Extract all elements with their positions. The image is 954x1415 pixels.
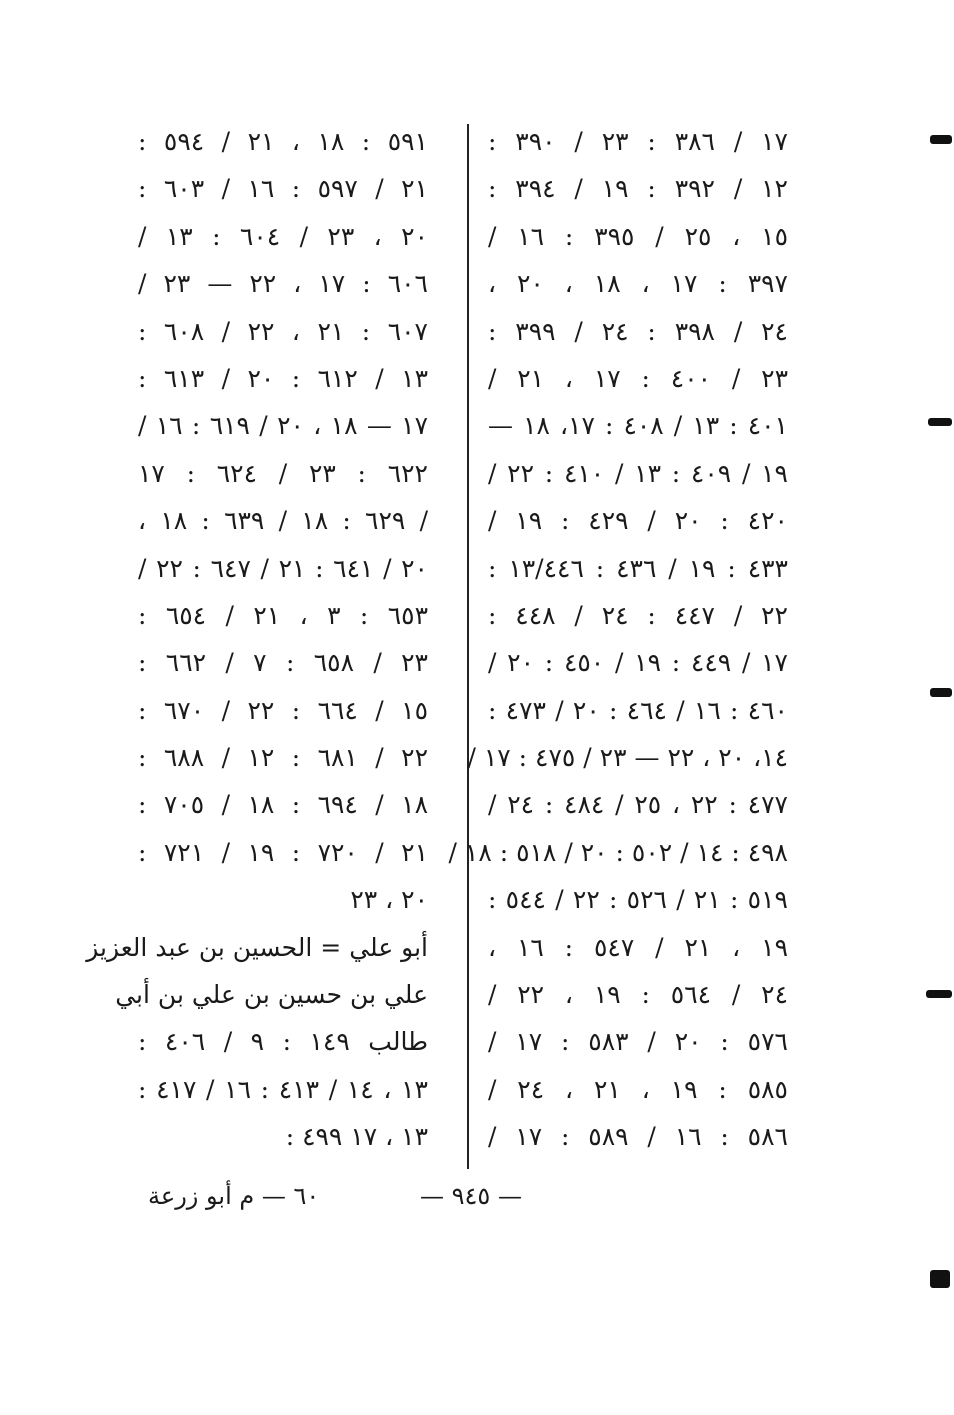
index-line: ١٣ / ٦١٢ : ٢٠ / ٦١٣ : <box>138 363 429 393</box>
index-line: ٢١ / ٧٢٠ : ١٩ / ٧٢١ : <box>138 837 429 867</box>
index-line: / ٦٢٩ : ١٨ / ٦٣٩ : ١٨ ، <box>138 506 429 536</box>
index-line: ٥٨٥ : ١٩ ، ٢١ ، ٢٤ / <box>488 1074 788 1104</box>
index-line: ٢٣ / ٦٥٨ : ٧ / ٦٦٢ : <box>138 648 428 678</box>
index-line: ٢٣ / ٤٠٠ : ١٧ ، ٢١ / <box>488 363 788 393</box>
edge-mark <box>930 688 952 697</box>
index-line: ٦٥٣ : ٣ ، ٢١ / ٦٥٤ : <box>138 600 429 630</box>
edge-mark <box>928 418 952 426</box>
index-line: ١٩ / ٤٠٩ : ١٣ / ٤١٠ : ٢٢ / <box>488 458 788 488</box>
index-line: ٤٧٧ : ٢٢ ، ٢٥ / ٤٨٤ : ٢٤ / <box>488 790 788 820</box>
index-line: ٥٩١ : ١٨ ، ٢١ / ٥٩٤ : <box>138 127 428 156</box>
index-line: ١٢ / ٣٩٢ : ١٩ / ٣٩٤ : <box>488 174 788 204</box>
column-divider <box>467 124 469 1169</box>
index-line: ٢٠ / ٦٤١ : ٢١ / ٦٤٧ : ٢٢ / <box>138 553 428 583</box>
index-line: ٢٤ / ٣٩٨ : ٢٤ / ٣٩٩ : <box>488 316 788 346</box>
edge-mark <box>930 1270 950 1288</box>
index-line: ٢٠ ، ٢٣ / ٦٠٤ : ١٣ / <box>138 221 428 251</box>
index-line: ٤٦٠ : ١٦ / ٤٦٤ : ٢٠ / ٤٧٣ : <box>488 695 788 725</box>
index-line: ١٧ / ٣٨٦ : ٢٣ / ٣٩٠ : <box>488 127 788 156</box>
index-line: ٥٧٦ : ٢٠ / ٥٨٣ : ١٧ / <box>488 1027 788 1057</box>
index-line: ١٧ — ١٨ ، ٢٠ / ٦١٩ : ١٦ / <box>138 411 428 441</box>
index-line: ٦٢٢ : ٢٣ / ٦٢٤ : ١٧ <box>138 458 428 488</box>
index-line: ٣٩٧ : ١٧ ، ١٨ ، ٢٠ ، <box>488 269 788 299</box>
index-line: ١٥ ، ٢٥ / ٣٩٥ : ١٦ / <box>488 221 788 251</box>
index-line: أبو علي = الحسين بن عبد العزيز <box>86 932 428 962</box>
edge-mark <box>930 135 952 144</box>
signature-mark: ٦٠ — م أبو زرعة <box>148 1182 320 1210</box>
index-line: ١٣ ، ١٤ / ٤١٣ : ١٦ / ٤١٧ : <box>138 1074 428 1104</box>
index-line: ٢٢ / ٦٨١ : ١٢ / ٦٨٨ : <box>138 743 429 773</box>
index-line: ٢٠ ، ٢٣ <box>350 885 428 915</box>
index-line: ٦٠٦ : ١٧ ، ٢٢ — ٢٣ / <box>138 269 428 299</box>
page-number: — ٩٤٥ — <box>420 1182 522 1210</box>
index-line: ٢١ / ٥٩٧ : ١٦ / ٦٠٣ : <box>138 174 429 204</box>
index-line: ٢٤ / ٥٦٤ : ١٩ ، ٢٢ / <box>488 980 788 1010</box>
index-line: ٤٠١ : ١٣ / ٤٠٨ : ١٧، ١٨ — <box>488 411 788 441</box>
edge-mark <box>926 990 952 998</box>
index-line: ١٧ / ٤٤٩ : ١٩ / ٤٥٠ : ٢٠ / <box>488 648 788 678</box>
index-line: ٥٨٦ : ١٦ / ٥٨٩ : ١٧ / <box>488 1122 788 1152</box>
index-line: ٦٠٧ : ٢١ ، ٢٢ / ٦٠٨ : <box>138 316 428 346</box>
index-line: ١٤، ٢٠ ، ٢٢ — ٢٣ / ٤٧٥ : ١٧ / <box>467 743 788 773</box>
index-line: علي بن حسين بن علي بن أبي <box>115 980 428 1010</box>
index-column-right <box>448 118 788 1161</box>
index-line: ١٨ / ٦٩٤ : ١٨ / ٧٠٥ : <box>138 790 429 820</box>
index-line: ٥١٩ : ٢١ / ٥٢٦ : ٢٢ / ٥٤٤ : <box>488 885 788 915</box>
index-line: ٤٢٠ : ٢٠ / ٤٢٩ : ١٩ / <box>488 506 788 536</box>
index-line: طالب ١٤٩ : ٩ / ٤٠٦ : <box>138 1027 428 1057</box>
index-column-left <box>86 118 429 1161</box>
index-line: ١٥ / ٦٦٤ : ٢٢ / ٦٧٠ : <box>138 695 429 725</box>
index-line: ٤٩٨ : ١٤ / ٥٠٢ : ٢٠ / ٥١٨ : ١٨ / <box>448 837 788 867</box>
index-line: ٢٢ / ٤٤٧ : ٢٤ / ٤٤٨ : <box>488 600 788 630</box>
index-line: ٤٣٣ : ١٩ / ٤٣٦ : ١٣/٤٤٦ : <box>488 553 788 583</box>
index-line: ١٣ ، ١٧ ٤٩٩ : <box>285 1122 428 1152</box>
index-line: ١٩ ، ٢١ / ٥٤٧ : ١٦ ، <box>488 932 788 962</box>
